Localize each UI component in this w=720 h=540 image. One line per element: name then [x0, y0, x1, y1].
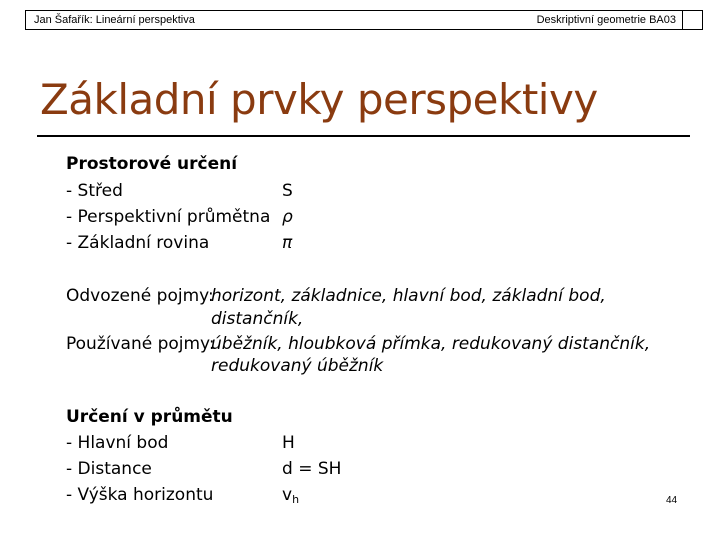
used-terms-line1: úběžník, hloubková přímka, redukovaný distančník,	[211, 334, 651, 354]
symbol-base: v	[282, 485, 293, 505]
section-heading-spatial: Prostorové určení	[66, 154, 238, 174]
derived-terms-line1: horizont, základnice, hlavní bod, základní bod,	[211, 286, 606, 306]
list-item-label: - Perspektivní průmětna	[66, 207, 271, 227]
header-bar	[25, 10, 703, 30]
section-heading-projection: Určení v průmětu	[66, 407, 233, 427]
list-item-symbol: ρ	[282, 207, 293, 227]
list-item-symbol: d = SH	[282, 459, 342, 479]
header-course: Deskriptivní geometrie BA03	[536, 14, 676, 26]
list-item-label: - Střed	[66, 181, 123, 201]
symbol-subscript: h	[292, 493, 300, 506]
header-corner-box	[682, 11, 702, 29]
used-terms-line2: redukovaný úběžník	[211, 356, 384, 376]
list-item-symbol: H	[282, 433, 295, 453]
list-item-label: - Výška horizontu	[66, 485, 214, 505]
list-item-label: - Základní rovina	[66, 233, 210, 253]
derived-terms-label: Odvozené pojmy:	[66, 286, 214, 306]
list-item-symbol: S	[282, 181, 293, 201]
derived-terms-line2: distančník,	[211, 309, 304, 329]
list-item-symbol: π	[282, 233, 293, 253]
header-author-title: Jan Šafařík: Lineární perspektiva	[34, 14, 195, 26]
used-terms-label: Používané pojmy:	[66, 334, 215, 354]
page-number: 44	[666, 495, 678, 506]
list-item-label: - Distance	[66, 459, 152, 479]
slide-title: Základní prvky perspektivy	[40, 75, 598, 124]
list-item-label: - Hlavní bod	[66, 433, 169, 453]
list-item-symbol	[282, 483, 299, 512]
title-underline	[37, 135, 690, 137]
